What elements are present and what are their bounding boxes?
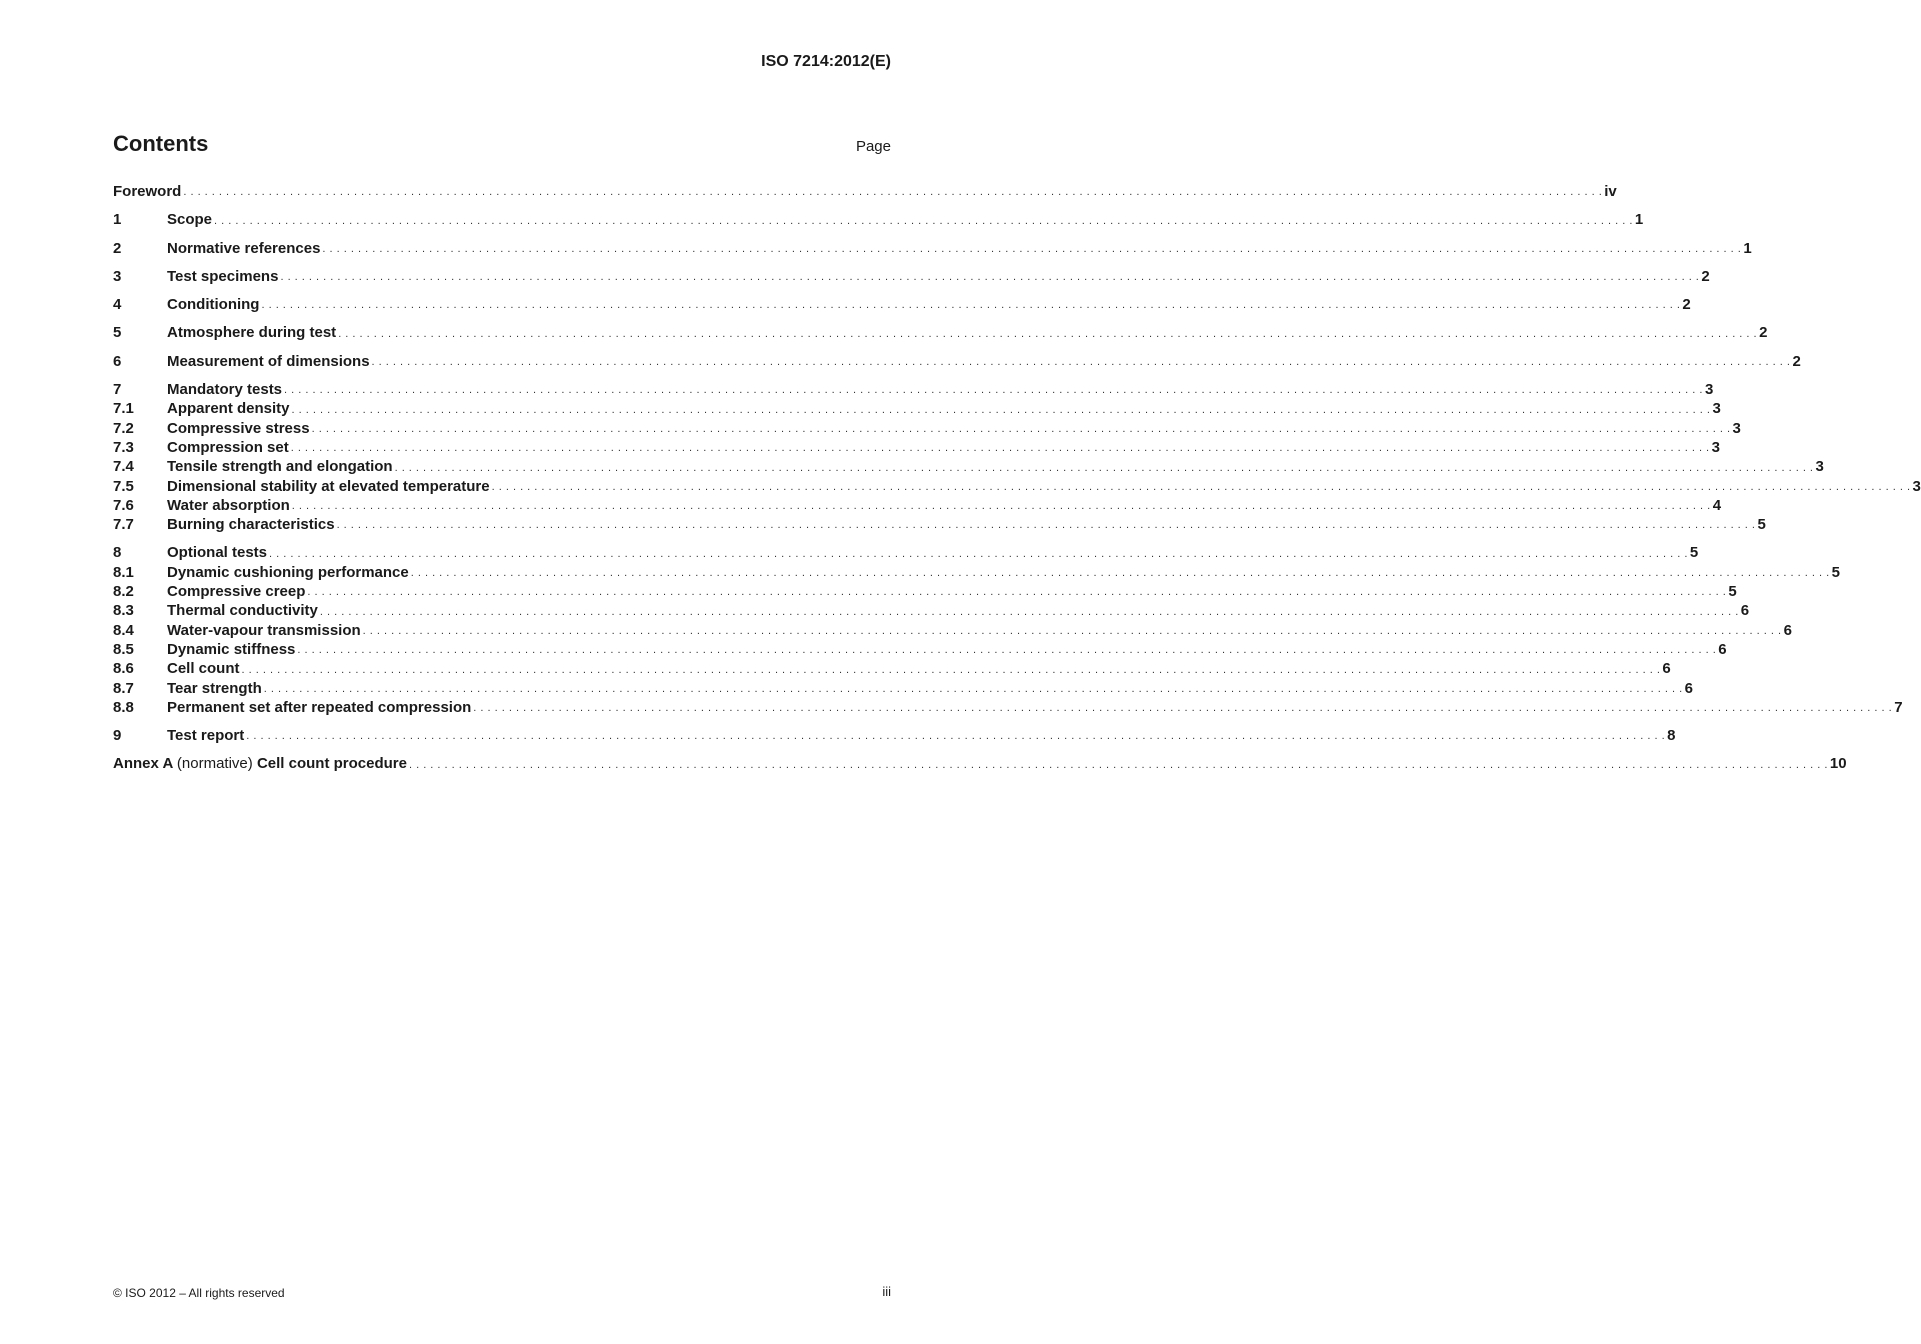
toc-entry-title: Atmosphere during test bbox=[167, 324, 337, 342]
toc-entry[interactable] bbox=[113, 679, 1693, 698]
toc-entry-page: 4 bbox=[1712, 496, 1722, 514]
toc-entry-number: 8.3 bbox=[113, 602, 134, 620]
page-column-label: Page bbox=[855, 138, 891, 155]
toc-group bbox=[113, 726, 1676, 745]
toc-group bbox=[113, 239, 1752, 258]
toc-entry-number: 1 bbox=[113, 211, 122, 229]
toc-entry-number: 5 bbox=[113, 324, 122, 342]
dot-leader: . . . . . . . . . . . . . . . . . . . . . . . . . . . . . . . . . . . . . . . . . . . . . . . . . . . . . . . . . . . . . . . . . . . . . . . . . . . . . . . . . . . . . . . . . . . . . . . . . . . . . . . . . . . . . . . . . . . . . . . . . . . . . . . . . . . . . . . . . . . . . . . . . . . . . . . . . . . . . . . . . . . . . . . . . . . . . . . . . . . . . . . . . . . . . . . . . . . . . . . . bbox=[322, 242, 1742, 255]
toc-entry-number: 7.5 bbox=[113, 477, 134, 495]
toc-entry-page: 5 bbox=[1689, 544, 1699, 562]
toc-entry-number: 8.7 bbox=[113, 679, 134, 697]
toc-entry-title: Dynamic stiffness bbox=[167, 640, 296, 658]
toc-entry[interactable] bbox=[113, 438, 1720, 457]
toc-entry-title: Measurement of dimensions bbox=[167, 352, 370, 370]
dot-leader: . . . . . . . . . . . . . . . . . . . . . . . . . . . . . . . . . . . . . . . . . . . . . . . . . . . . . . . . . . . . . . . . . . . . . . . . . . . . . . . . . . . . . . . . . . . . . . . . . . . . . . . . . . . . . . . . . . . . . . . . . . . . . . . . . . . . . . . . . . . . . . . . . . . . . . . . . . . . . . . . . . . . . . . . . . . . . . . . . . . . . . . . . . . . . . . . . . . . . . . . bbox=[241, 663, 1661, 676]
toc-entry-number: 8.1 bbox=[113, 563, 134, 581]
toc-entry-page: 5 bbox=[1831, 563, 1840, 581]
toc-entry[interactable] bbox=[113, 352, 1801, 371]
toc-entry-number: 7.7 bbox=[113, 516, 134, 534]
toc-entry-page: iv bbox=[1604, 183, 1617, 200]
toc-entry[interactable] bbox=[113, 267, 1710, 286]
toc-entry-number: 7.4 bbox=[113, 458, 134, 476]
toc-entry-page: 1 bbox=[1743, 239, 1752, 257]
toc-entry[interactable] bbox=[113, 182, 1617, 201]
toc-entry[interactable] bbox=[113, 601, 1750, 620]
toc-entry-title: Thermal conductivity bbox=[167, 602, 318, 620]
toc-entry-number: 7.6 bbox=[113, 496, 134, 514]
dot-leader: . . . . . . . . . . . . . . . . . . . . . . . . . . . . . . . . . . . . . . . . . . . . . . . . . . . . . . . . . . . . . . . . . . . . . . . . . . . . . . . . . . . . . . . . . . . . . . . . . . . . . . . . . . . . . . . . . . . . . . . . . . . . . . . . . . . . . . . . . . . . . . . . . . . . . . . . . . . . . . . . . . . . . . . . . . . . . . . . . . . . . . . . . . . . . . . . . . . . . . . . bbox=[371, 356, 1791, 369]
toc-entry[interactable] bbox=[113, 621, 1792, 640]
toc-entry-number: 6 bbox=[113, 352, 122, 370]
toc-entry[interactable] bbox=[113, 515, 1766, 534]
dot-leader: . . . . . . . . . . . . . . . . . . . . . . . . . . . . . . . . . . . . . . . . . . . . . . . . . . . . . . . . . . . . . . . . . . . . . . . . . . . . . . . . . . . . . . . . . . . . . . . . . . . . . . . . . . . . . . . . . . . . . . . . . . . . . . . . . . . . . . . . . . . . . . . . . . . . . . . . . . . . . . . . . . . . . . . . . . . . . . . . . . . . . . . . . . . . . . . . . . . . . . . . bbox=[269, 547, 1688, 560]
toc-entry-number: 8.6 bbox=[113, 660, 134, 678]
toc-entry[interactable] bbox=[113, 239, 1752, 258]
toc-entry[interactable] bbox=[113, 582, 1737, 601]
toc-entry-page: 3 bbox=[1712, 400, 1721, 418]
toc-entry-title: Scope bbox=[167, 211, 213, 229]
toc-entry-number: 2 bbox=[113, 239, 122, 257]
toc-entry-title: Mandatory tests bbox=[167, 381, 283, 399]
toc-entry-title: Permanent set after repeated compression bbox=[167, 698, 472, 716]
toc-entry-number: 7 bbox=[113, 381, 122, 399]
toc-entry-page: 3 bbox=[1711, 438, 1720, 456]
toc-entry[interactable] bbox=[113, 726, 1676, 745]
table-of-contents bbox=[113, 182, 1921, 783]
toc-entry-title: Compression set bbox=[167, 438, 289, 456]
toc-entry-page: 2 bbox=[1792, 352, 1801, 370]
toc-entry[interactable] bbox=[113, 477, 1921, 496]
toc-entry[interactable] bbox=[113, 496, 1722, 515]
toc-entry-page: 2 bbox=[1682, 296, 1691, 314]
annex-title bbox=[113, 754, 407, 773]
dot-leader: . . . . . . . . . . . . . . . . . . . . . . . . . . . . . . . . . . . . . . . . . . . . . . . . . . . . . . . . . . . . . . . . . . . . . . . . . . . . . . . . . . . . . . . . . . . . . . . . . . . . . . . . . . . . . . . . . . . . . . . . . . . . . . . . . . . . . . . . . . . . . . . . . . . . . . . . . . . . . . . . . . . . . . . . . . . . . . . . . . . . . . . . . . . . . . . . . . . . . . . . bbox=[297, 644, 1717, 657]
toc-entry-title: Burning characteristics bbox=[167, 516, 335, 534]
dot-leader: . . . . . . . . . . . . . . . . . . . . . . . . . . . . . . . . . . . . . . . . . . . . . . . . . . . . . . . . . . . . . . . . . . . . . . . . . . . . . . . . . . . . . . . . . . . . . . . . . . . . . . . . . . . . . . . . . . . . . . . . . . . . . . . . . . . . . . . . . . . . . . . . . . . . . . . . . . . . . . . . . . . . . . . . . . . . . . . . . . . . . . . . . . . . . . . . . . . . . . . . bbox=[362, 624, 1782, 637]
toc-group bbox=[113, 182, 1617, 201]
toc-entry-page: 2 bbox=[1759, 324, 1768, 342]
dot-leader: . . . . . . . . . . . . . . . . . . . . . . . . . . . . . . . . . . . . . . . . . . . . . . . . . . . . . . . . . . . . . . . . . . . . . . . . . . . . . . . . . . . . . . . . . . . . . . . . . . . . . . . . . . . . . . . . . . . . . . . . . . . . . . . . . . . . . . . . . . . . . . . . . . . . . . . . . . . . . . . . . . . . . . . . . . . . . . . . . . . . . . . . . . . . . . . . . . . . . . . . bbox=[319, 605, 1739, 618]
toc-group bbox=[113, 543, 1903, 717]
toc-entry-title: Test report bbox=[167, 727, 245, 745]
toc-entry-page: 1 bbox=[1634, 211, 1644, 229]
dot-leader: . . . . . . . . . . . . . . . . . . . . . . . . . . . . . . . . . . . . . . . . . . . . . . . . . . . . . . . . . . . . . . . . . . . . . . . . . . . . . . . . . . . . . . . . . . . . . . . . . . . . . . . . . . . . . . . . . . . . . . . . . . . . . . . . . . . . . . . . . . . . . . . . . . . . . . . . . . . . . . . . . . . . . . . . . . . . . . . . . . . . . . . . . . . . . . . . . . . . . . . . bbox=[291, 500, 1711, 513]
dot-leader: . . . . . . . . . . . . . . . . . . . . . . . . . . . . . . . . . . . . . . . . . . . . . . . . . . . . . . . . . . . . . . . . . . . . . . . . . . . . . . . . . . . . . . . . . . . . . . . . . . . . . . . . . . . . . . . . . . . . . . . . . . . . . . . . . . . . . . . . . . . . . . . . . . . . . . . . . . . . . . . . . . . . . . . . . . . . . . . . . . . . . . . . . . . . . . . . . . . . . . . . bbox=[336, 519, 1756, 532]
toc-entry[interactable] bbox=[113, 399, 1721, 418]
toc-entry-page: 5 bbox=[1757, 516, 1766, 534]
toc-group bbox=[113, 295, 1691, 314]
toc-entry-title: Tear strength bbox=[167, 679, 262, 697]
toc-entry-title: Dimensional stability at elevated temperature bbox=[167, 477, 490, 495]
contents-title: Contents bbox=[113, 131, 209, 156]
dot-leader: . . . . . . . . . . . . . . . . . . . . . . . . . . . . . . . . . . . . . . . . . . . . . . . . . . . . . . . . . . . . . . . . . . . . . . . . . . . . . . . . . . . . . . . . . . . . . . . . . . . . . . . . . . . . . . . . . . . . . . . . . . . . . . . . . . . . . . . . . . . . . . . . . . . . . . . . . . . . . . . . . . . . . . . . . . . . . . . . . . . . . . . . . . . . . . . . . . . . . . . . bbox=[491, 480, 1911, 493]
toc-entry-number: 7.1 bbox=[113, 400, 134, 418]
toc-entry-title: Water absorption bbox=[167, 496, 290, 514]
toc-entry-number: 8 bbox=[113, 544, 122, 562]
toc-entry-title: Test specimens bbox=[167, 267, 279, 285]
toc-entry-title: Normative references bbox=[167, 239, 321, 257]
toc-entry[interactable] bbox=[113, 543, 1699, 562]
annex-name: Cell count procedure bbox=[256, 755, 407, 773]
toc-entry-title: Compressive stress bbox=[167, 419, 310, 437]
toc-entry-number: 8.4 bbox=[113, 621, 134, 639]
toc-entry-page: 7 bbox=[1894, 698, 1903, 716]
copyright-footer: © ISO 2012 – All rights reserved bbox=[113, 1286, 285, 1300]
toc-entry-title: Compressive creep bbox=[167, 583, 306, 601]
toc-entry[interactable] bbox=[113, 640, 1727, 659]
toc-entry[interactable] bbox=[113, 563, 1840, 582]
dot-leader: . . . . . . . . . . . . . . . . . . . . . . . . . . . . . . . . . . . . . . . . . . . . . . . . . . . . . . . . . . . . . . . . . . . . . . . . . . . . . . . . . . . . . . . . . . . . . . . . . . . . . . . . . . . . . . . . . . . . . . . . . . . . . . . . . . . . . . . . . . . . . . . . . . . . . . . . . . . . . . . . . . . . . . . . . . . . . . . . . . . . . . . . . . . . . . . . . . . . . . . . bbox=[307, 586, 1727, 599]
toc-entry-title: Conditioning bbox=[167, 296, 260, 314]
toc-entry-number: 8.5 bbox=[113, 640, 134, 658]
toc-entry-page: 8 bbox=[1667, 727, 1676, 745]
dot-leader: . . . . . . . . . . . . . . . . . . . . . . . . . . . . . . . . . . . . . . . . . . . . . . . . . . . . . . . . . . . . . . . . . . . . . . . . . . . . . . . . . . . . . . . . . . . . . . . . . . . . . . . . . . . . . . . . . . . . . . . . . . . . . . . . . . . . . . . . . . . . . . . . . . . . . . . . . . . . . . . . . . . . . . . . . . . . . . . . . . . . . . . . . . . . . . . . . . . . . . . . bbox=[280, 271, 1700, 284]
toc-entry-page: 6 bbox=[1662, 660, 1671, 678]
toc-entry-page: 3 bbox=[1732, 419, 1741, 437]
dot-leader: . . . . . . . . . . . . . . . . . . . . . . . . . . . . . . . . . . . . . . . . . . . . . . . . . . . . . . . . . . . . . . . . . . . . . . . . . . . . . . . . . . . . . . . . . . . . . . . . . . . . . . . . . . . . . . . . . . . . . . . . . . . . . . . . . . . . . . . . . . . . . . . . . . . . . . . . . . . . . . . . . . . . . . . . . . . . . . . . . . . . . . . . . . . . . . . . . . . . . . . . bbox=[246, 730, 1666, 743]
dot-leader: . . . . . . . . . . . . . . . . . . . . . . . . . . . . . . . . . . . . . . . . . . . . . . . . . . . . . . . . . . . . . . . . . . . . . . . . . . . . . . . . . . . . . . . . . . . . . . . . . . . . . . . . . . . . . . . . . . . . . . . . . . . . . . . . . . . . . . . . . . . . . . . . . . . . . . . . . . . . . . . . . . . . . . . . . . . . . . . . . . . . . . . . . . . . . . . . . . . . . . . . bbox=[473, 702, 1893, 715]
toc-entry-page: 5 bbox=[1728, 583, 1737, 601]
toc-entry-number: 7.3 bbox=[113, 438, 134, 456]
toc-entry-page: 2 bbox=[1701, 267, 1710, 285]
annex-qualifier: (normative) bbox=[176, 755, 253, 773]
toc-entry-number: 7.2 bbox=[113, 419, 134, 437]
toc-entry[interactable] bbox=[113, 698, 1903, 717]
dot-leader: . . . . . . . . . . . . . . . . . . . . . . . . . . . . . . . . . . . . . . . . . . . . . . . . . . . . . . . . . . . . . . . . . . . . . . . . . . . . . . . . . . . . . . . . . . . . . . . . . . . . . . . . . . . . . . . . . . . . . . . . . . . . . . . . . . . . . . . . . . . . . . . . . . . . . . . . . . . . . . . . . . . . . . . . . . . . . . . . . . . . . . . . . . . . . . . . . . . . . . . . bbox=[214, 214, 1633, 227]
toc-entry-page: 10 bbox=[1829, 755, 1847, 773]
toc-entry-number: 3 bbox=[113, 267, 122, 285]
toc-entry-title: Dynamic cushioning performance bbox=[167, 563, 409, 581]
toc-entry-page: 6 bbox=[1783, 621, 1792, 639]
toc-entry-title: Foreword bbox=[113, 183, 182, 200]
toc-group bbox=[113, 754, 1847, 773]
toc-entry-title: Tensile strength and elongation bbox=[167, 458, 393, 476]
dot-leader: . . . . . . . . . . . . . . . . . . . . . . . . . . . . . . . . . . . . . . . . . . . . . . . . . . . . . . . . . . . . . . . . . . . . . . . . . . . . . . . . . . . . . . . . . . . . . . . . . . . . . . . . . . . . . . . . . . . . . . . . . . . . . . . . . . . . . . . . . . . . . . . . . . . . . . . . . . . . . . . . . . . . . . . . . . . . . . . . . . . . . . . . . . . . . . . . . . . . . . . . bbox=[338, 327, 1758, 340]
toc-entry[interactable] bbox=[113, 295, 1691, 314]
dot-leader: . . . . . . . . . . . . . . . . . . . . . . . . . . . . . . . . . . . . . . . . . . . . . . . . . . . . . . . . . . . . . . . . . . . . . . . . . . . . . . . . . . . . . . . . . . . . . . . . . . . . . . . . . . . . . . . . . . . . . . . . . . . . . . . . . . . . . . . . . . . . . . . . . . . . . . . . . . . . . . . . . . . . . . . . . . . . . . . . . . . . . . . . . . . . . . . . . . . . . . . . bbox=[394, 461, 1814, 474]
toc-entry-number: 9 bbox=[113, 727, 122, 745]
toc-group bbox=[113, 210, 1644, 229]
dot-leader: . . . . . . . . . . . . . . . . . . . . . . . . . . . . . . . . . . . . . . . . . . . . . . . . . . . . . . . . . . . . . . . . . . . . . . . . . . . . . . . . . . . . . . . . . . . . . . . . . . . . . . . . . . . . . . . . . . . . . . . . . . . . . . . . . . . . . . . . . . . . . . . . . . . . . . . . . . . . . . . . . . . . . . . . . . . . . . . . . . . . . . . . . . . . . . . . . . . . . . . . bbox=[261, 299, 1681, 312]
toc-entry-number: 8.2 bbox=[113, 583, 134, 601]
toc-entry-number: 8.8 bbox=[113, 698, 134, 716]
toc-entry[interactable] bbox=[113, 659, 1671, 678]
toc-group bbox=[113, 323, 1768, 342]
annex-label: Annex A bbox=[113, 755, 173, 773]
dot-leader: . . . . . . . . . . . . . . . . . . . . . . . . . . . . . . . . . . . . . . . . . . . . . . . . . . . . . . . . . . . . . . . . . . . . . . . . . . . . . . . . . . . . . . . . . . . . . . . . . . . . . . . . . . . . . . . . . . . . . . . . . . . . . . . . . . . . . . . . . . . . . . . . . . . . . . . . . . . . . . . . . . . . . . . . . . . . . . . . . . . . . . . . . . . . . . . . . . . . . . . . bbox=[311, 422, 1731, 435]
toc-entry-page: 3 bbox=[1704, 381, 1714, 399]
toc-entry-page: 6 bbox=[1684, 679, 1693, 697]
toc-entry[interactable] bbox=[113, 457, 1824, 476]
dot-leader: . . . . . . . . . . . . . . . . . . . . . . . . . . . . . . . . . . . . . . . . . . . . . . . . . . . . . . . . . . . . . . . . . . . . . . . . . . . . . . . . . . . . . . . . . . . . . . . . . . . . . . . . . . . . . . . . . . . . . . . . . . . . . . . . . . . . . . . . . . . . . . . . . . . . . . . . . . . . . . . . . . . . . . . . . . . . . . . . . . . . . . . . . . . . . . . . . . . . . . . . bbox=[263, 682, 1683, 695]
dot-leader: . . . . . . . . . . . . . . . . . . . . . . . . . . . . . . . . . . . . . . . . . . . . . . . . . . . . . . . . . . . . . . . . . . . . . . . . . . . . . . . . . . . . . . . . . . . . . . . . . . . . . . . . . . . . . . . . . . . . . . . . . . . . . . . . . . . . . . . . . . . . . . . . . . . . . . . . . . . . . . . . . . . . . . . . . . . . . . . . . . . . . . . . . . . . . . . . . . . . . . . . bbox=[183, 186, 1603, 199]
dot-leader: . . . . . . . . . . . . . . . . . . . . . . . . . . . . . . . . . . . . . . . . . . . . . . . . . . . . . . . . . . . . . . . . . . . . . . . . . . . . . . . . . . . . . . . . . . . . . . . . . . . . . . . . . . . . . . . . . . . . . . . . . . . . . . . . . . . . . . . . . . . . . . . . . . . . . . . . . . . . . . . . . . . . . . . . . . . . . . . . . . . . . . . . . . . . . . . . . . . . . . . . bbox=[290, 442, 1710, 455]
toc-entry[interactable] bbox=[113, 323, 1768, 342]
toc-entry-title: Apparent density bbox=[167, 400, 290, 418]
page-number: iii bbox=[882, 1284, 891, 1299]
toc-group bbox=[113, 352, 1801, 371]
toc-entry[interactable] bbox=[113, 419, 1741, 438]
toc-entry[interactable] bbox=[113, 210, 1644, 229]
toc-entry-page: 6 bbox=[1718, 640, 1727, 658]
toc-entry-title: Optional tests bbox=[167, 544, 268, 562]
toc-entry-page: 6 bbox=[1740, 602, 1750, 620]
toc-group bbox=[113, 380, 1921, 534]
toc-entry-title: Water-vapour transmission bbox=[167, 621, 361, 639]
toc-group bbox=[113, 267, 1710, 286]
dot-leader: . . . . . . . . . . . . . . . . . . . . . . . . . . . . . . . . . . . . . . . . . . . . . . . . . . . . . . . . . . . . . . . . . . . . . . . . . . . . . . . . . . . . . . . . . . . . . . . . . . . . . . . . . . . . . . . . . . . . . . . . . . . . . . . . . . . . . . . . . . . . . . . . . . . . . . . . . . . . . . . . . . . . . . . . . . . . . . . . . . . . . . . . . . . . . . . . . . . . . . . . bbox=[291, 403, 1711, 416]
dot-leader: . . . . . . . . . . . . . . . . . . . . . . . . . . . . . . . . . . . . . . . . . . . . . . . . . . . . . . . . . . . . . . . . . . . . . . . . . . . . . . . . . . . . . . . . . . . . . . . . . . . . . . . . . . . . . . . . . . . . . . . . . . . . . . . . . . . . . . . . . . . . . . . . . . . . . . . . . . . . . . . . . . . . . . . . . . . . . . . . . . . . . . . . . . . . . . . . . . . . . . . . bbox=[284, 384, 1703, 397]
document-id: ISO 7214:2012(E) bbox=[761, 53, 891, 70]
dot-leader: . . . . . . . . . . . . . . . . . . . . . . . . . . . . . . . . . . . . . . . . . . . . . . . . . . . . . . . . . . . . . . . . . . . . . . . . . . . . . . . . . . . . . . . . . . . . . . . . . . . . . . . . . . . . . . . . . . . . . . . . . . . . . . . . . . . . . . . . . . . . . . . . . . . . . . . . . . . . . . . . . . . . . . . . . . . . . . . . . . . . . . . . . . . . . . . . . . . . . . . . bbox=[410, 567, 1830, 580]
toc-entry-number: 4 bbox=[113, 296, 122, 314]
toc-entry-annex[interactable] bbox=[113, 754, 1847, 773]
toc-entry[interactable] bbox=[113, 380, 1714, 399]
toc-entry-title: Cell count bbox=[167, 660, 240, 678]
toc-entry-page: 3 bbox=[1815, 458, 1824, 476]
toc-entry-page: 3 bbox=[1912, 477, 1921, 495]
dot-leader: . . . . . . . . . . . . . . . . . . . . . . . . . . . . . . . . . . . . . . . . . . . . . . . . . . . . . . . . . . . . . . . . . . . . . . . . . . . . . . . . . . . . . . . . . . . . . . . . . . . . . . . . . . . . . . . . . . . . . . . . . . . . . . . . . . . . . . . . . . . . . . . . . . . . . . . . . . . . . . . . . . . . . . . . . . . . . . . . . . . . . . . . . . . . . . . . . . . . . . . . bbox=[408, 758, 1828, 771]
